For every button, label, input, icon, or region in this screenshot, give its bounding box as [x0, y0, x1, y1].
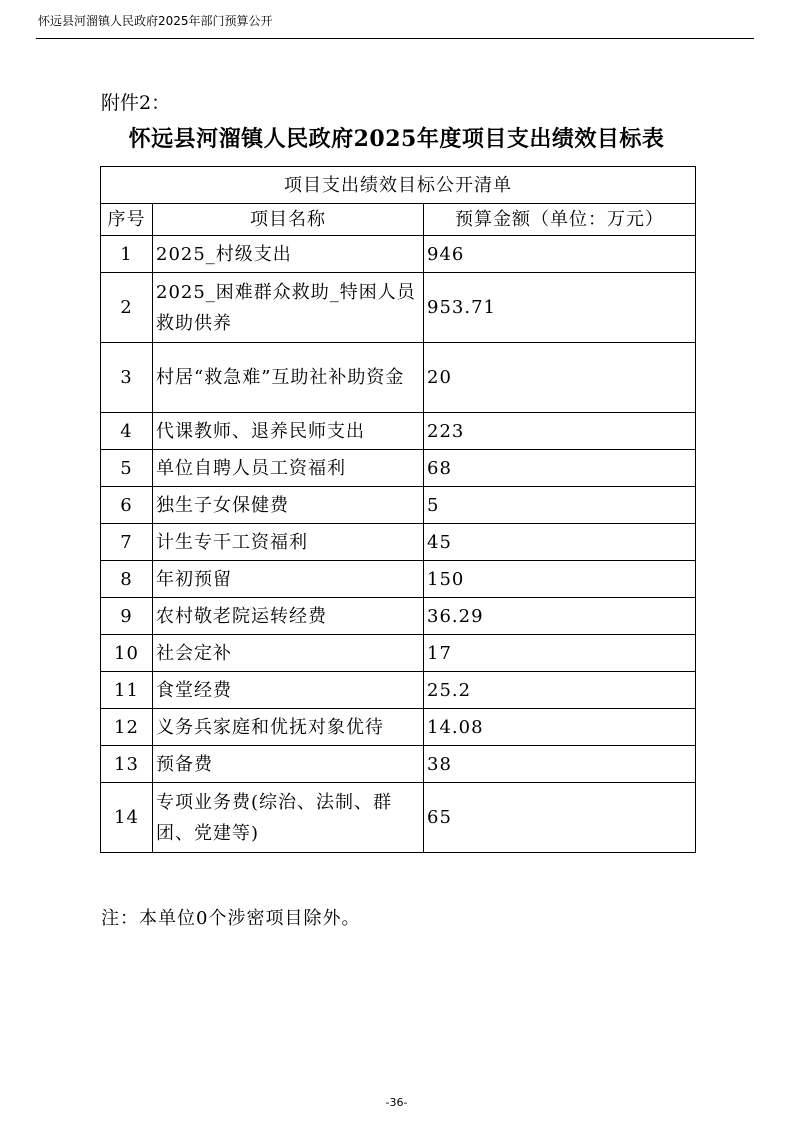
- table-row: [101, 450, 696, 487]
- budget-amount-cell: 20: [424, 343, 696, 413]
- row-number-cell: 7: [101, 524, 153, 561]
- budget-amount-cell: 38: [424, 746, 696, 783]
- row-number-cell: 4: [101, 413, 153, 450]
- table-row: [101, 709, 696, 746]
- table-row: [101, 635, 696, 672]
- project-name-cell: 食堂经费: [153, 672, 424, 709]
- budget-amount-cell: 25.2: [424, 672, 696, 709]
- row-number-cell: 2: [101, 273, 153, 343]
- budget-amount-cell: 223: [424, 413, 696, 450]
- budget-amount-cell: 45: [424, 524, 696, 561]
- table-row: [101, 413, 696, 450]
- performance-target-table: [100, 166, 696, 853]
- row-number-cell: 3: [101, 343, 153, 413]
- table-row: [101, 746, 696, 783]
- budget-amount-cell: 65: [424, 783, 696, 853]
- table-row: [101, 487, 696, 524]
- row-number-cell: 14: [101, 783, 153, 853]
- budget-amount-cell: 150: [424, 561, 696, 598]
- table-row: [101, 343, 696, 413]
- page-header-text: 怀远县河溜镇人民政府2025年部门预算公开: [38, 14, 273, 28]
- header-divider: [36, 38, 754, 39]
- project-name-cell: 社会定补: [153, 635, 424, 672]
- project-name-cell: 村居“救急难”互助社补助资金: [153, 343, 424, 413]
- table-row: [101, 783, 696, 853]
- row-number-cell: 13: [101, 746, 153, 783]
- attachment-label: 附件2：: [101, 92, 171, 114]
- row-number-cell: 8: [101, 561, 153, 598]
- budget-amount-cell: 36.29: [424, 598, 696, 635]
- project-name-cell: 年初预留: [153, 561, 424, 598]
- column-header-name: 项目名称: [153, 204, 424, 236]
- table-row: [101, 273, 696, 343]
- row-number-cell: 6: [101, 487, 153, 524]
- column-header-no: 序号: [101, 204, 153, 236]
- project-name-cell: 专项业务费(综治、法制、群团、党建等): [153, 783, 424, 853]
- project-name-cell: 单位自聘人员工资福利: [153, 450, 424, 487]
- table-row: [101, 672, 696, 709]
- row-number-cell: 5: [101, 450, 153, 487]
- project-name-cell: 农村敬老院运转经费: [153, 598, 424, 635]
- page-number: -36-: [385, 1096, 408, 1109]
- document-title: 怀远县河溜镇人民政府2025年度项目支出绩效目标表: [128, 126, 665, 152]
- table-row: [101, 598, 696, 635]
- budget-amount-cell: 5: [424, 487, 696, 524]
- budget-amount-cell: 14.08: [424, 709, 696, 746]
- project-name-cell: 预备费: [153, 746, 424, 783]
- budget-amount-cell: 953.71: [424, 273, 696, 343]
- table-caption: 项目支出绩效目标公开清单: [101, 167, 696, 204]
- row-number-cell: 1: [101, 236, 153, 273]
- project-name-cell: 独生子女保健费: [153, 487, 424, 524]
- table-row: [101, 561, 696, 598]
- row-number-cell: 11: [101, 672, 153, 709]
- row-number-cell: 12: [101, 709, 153, 746]
- project-name-cell: 义务兵家庭和优抚对象优待: [153, 709, 424, 746]
- column-header-amount: 预算金额（单位：万元）: [424, 204, 696, 236]
- project-name-cell: 代课教师、退养民师支出: [153, 413, 424, 450]
- footnote: 注：本单位0个涉密项目除外。: [101, 908, 361, 929]
- project-name-cell: 计生专干工资福利: [153, 524, 424, 561]
- budget-amount-cell: 946: [424, 236, 696, 273]
- table-row: [101, 236, 696, 273]
- project-name-cell: 2025_困难群众救助_特困人员救助供养: [153, 273, 424, 343]
- row-number-cell: 10: [101, 635, 153, 672]
- budget-amount-cell: 68: [424, 450, 696, 487]
- table-row: [101, 524, 696, 561]
- row-number-cell: 9: [101, 598, 153, 635]
- project-name-cell: 2025_村级支出: [153, 236, 424, 273]
- budget-amount-cell: 17: [424, 635, 696, 672]
